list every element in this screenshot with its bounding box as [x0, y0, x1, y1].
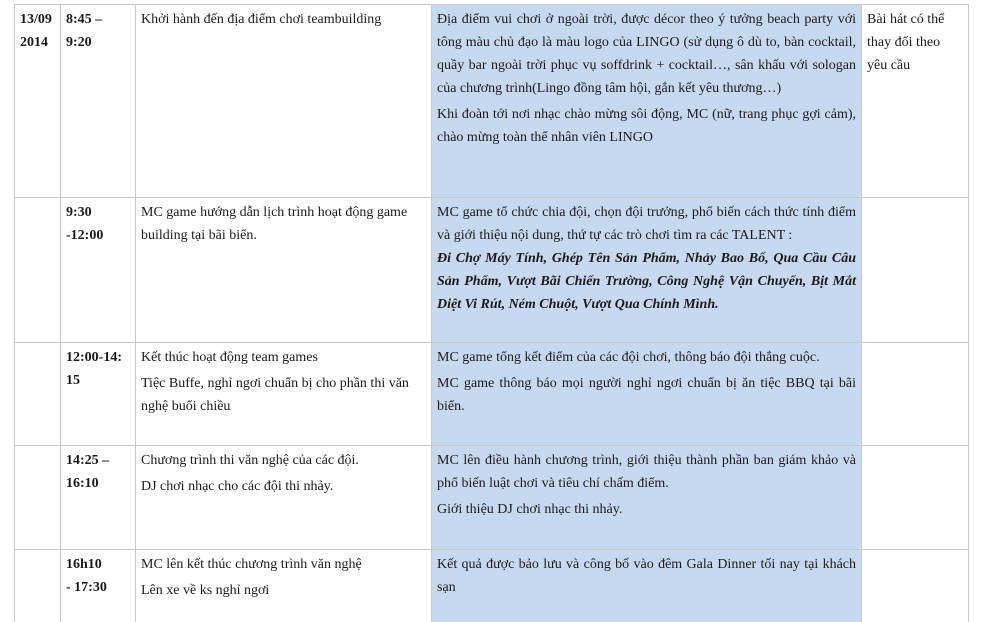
detail-cell — [432, 550, 862, 622]
schedule-row — [15, 198, 969, 343]
date-cell — [15, 343, 61, 446]
date-cell — [15, 446, 61, 550]
time-line: 8:45 – — [66, 12, 103, 27]
note-text: Bài hát có thể thay đổi theo yêu cầu — [867, 12, 945, 73]
time-cell — [61, 343, 136, 446]
detail-text: MC game thông báo mọi người nghỉ ngơi chuẩn bị ăn tiệc BBQ tại bãi biển. — [437, 376, 856, 414]
schedule-row — [15, 5, 969, 198]
activity-text: Khởi hành đến địa điểm chơi teambuilding — [141, 12, 382, 27]
time-line: 16:10 — [66, 476, 99, 491]
activity-text: Chương trình thi văn nghệ của các đội. — [141, 453, 359, 468]
detail-text: MC game tổ chức chia đội, chọn đội trưởng, phổ biến cách thức tính điểm và giới thiệu nội dung, thứ tự các trò chơi tìm ra các TALENT : — [437, 205, 856, 243]
time-cell — [61, 550, 136, 622]
detail-cell — [432, 446, 862, 550]
activity-cell — [136, 343, 432, 446]
activity-text: Tiệc Buffe, nghỉ ngơi chuẩn bị cho phần thi văn nghệ buổi chiều — [141, 376, 409, 414]
activity-text: DJ chơi nhạc cho các đội thi nhảy. — [141, 479, 334, 494]
game-list: Đi Chợ Máy Tính, Ghép Tên Sản Phẩm, Nhảy Bao Bố, Qua Cầu Câu Sản Phẩm, Vượt Bãi Chiến Trường, Công Nghệ Vận Chuyển, Bịt Mắt Diệt Vi Rút, Ném Chuột, Vượt Qua Chính Mình. — [437, 251, 856, 312]
activity-cell — [136, 550, 432, 622]
note-cell — [862, 198, 969, 343]
note-cell — [862, 5, 969, 198]
time-cell — [61, 446, 136, 550]
time-line: -12:00 — [66, 228, 104, 243]
schedule-row — [15, 550, 969, 622]
detail-text: MC lên điều hành chương trình, giới thiệu thành phần ban giám khảo và phổ biến luật chơi và tiêu chí chấm điểm. — [437, 453, 856, 491]
date-line: 2014 — [20, 35, 48, 50]
time-line: 9:20 — [66, 35, 92, 50]
time-line: 15 — [66, 373, 80, 388]
note-cell — [862, 550, 969, 622]
date-line: 13/09 — [20, 12, 52, 27]
date-cell — [15, 198, 61, 343]
schedule-row — [15, 446, 969, 550]
detail-text: Giới thiệu DJ chơi nhạc thi nhảy. — [437, 502, 623, 517]
activity-text: Kết thúc hoạt động team games — [141, 350, 318, 365]
activity-cell — [136, 446, 432, 550]
detail-cell — [432, 5, 862, 198]
date-cell — [15, 550, 61, 622]
note-cell — [862, 446, 969, 550]
activity-text: MC game hướng dẫn lịch trình hoạt động game building tại bãi biển. — [141, 205, 408, 243]
time-line: 12:00-14: — [66, 350, 122, 365]
date-cell — [15, 5, 61, 198]
time-line: 16h10 — [66, 557, 102, 572]
activity-text: MC lên kết thúc chương trình văn nghệ — [141, 557, 362, 572]
time-line: - 17:30 — [66, 580, 107, 595]
detail-cell — [432, 198, 862, 343]
detail-text: Địa điểm vui chơi ở ngoài trời, được décor theo ý tưởng beach party với tông màu chủ đạo là màu logo của LINGO (sử dụng ô dù to, bàn cocktail, quầy bar ngoài trời phục vụ soffdrink + cocktail…, sân khấu với sologan của chương trình(Lingo đồng tâm hội, gắn kết yêu thương…) — [437, 12, 856, 96]
detail-text: Khi đoàn tới nơi nhạc chào mừng sôi động, MC (nữ, trang phục gợi cảm), chào mừng toàn thể nhân viên LINGO — [437, 107, 856, 145]
schedule-table — [14, 4, 969, 622]
schedule-row — [15, 343, 969, 446]
time-cell — [61, 5, 136, 198]
detail-cell — [432, 343, 862, 446]
time-line: 14:25 – — [66, 453, 110, 468]
detail-text: MC game tổng kết điểm của các đội chơi, thông báo đội thắng cuộc. — [437, 350, 820, 365]
activity-cell — [136, 198, 432, 343]
activity-text: Lên xe về ks nghỉ ngơi — [141, 583, 270, 598]
detail-text: Kết quả được bảo lưu và công bố vào đêm Gala Dinner tối nay tại khách sạn — [437, 557, 856, 595]
activity-cell — [136, 5, 432, 198]
time-cell — [61, 198, 136, 343]
time-line: 9:30 — [66, 205, 92, 220]
note-cell — [862, 343, 969, 446]
